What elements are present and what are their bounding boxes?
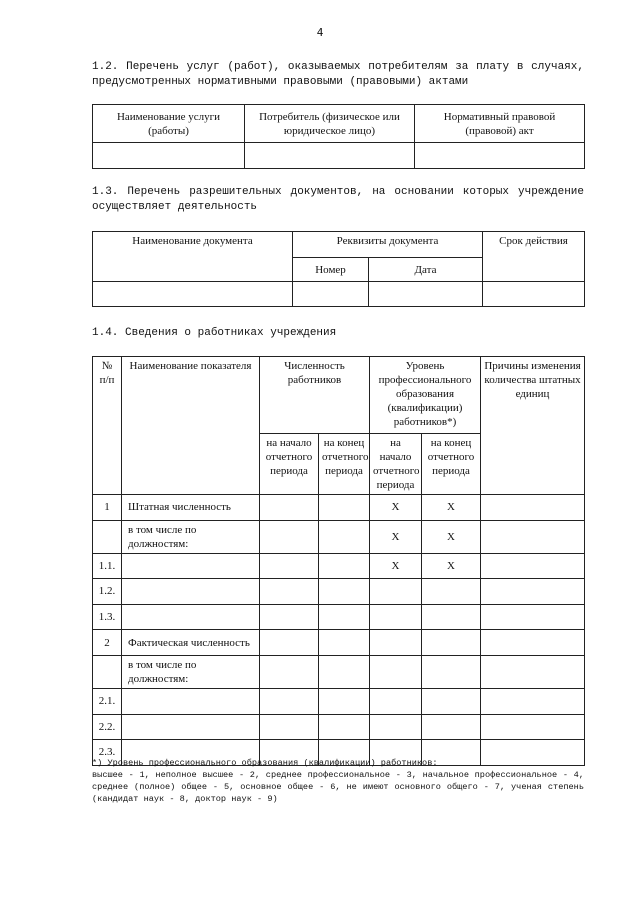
row-headcount-start [260, 553, 319, 579]
row-num: 2.3. [93, 740, 122, 766]
row-label [122, 604, 260, 630]
table-row [93, 604, 585, 630]
services-cell-consumer [245, 143, 415, 169]
footnote-line3: среднее (полное) общее - 5, основное общее - 6, не имеют основного общего - 7, ученая степень [92, 782, 584, 792]
permits-cell-number [293, 282, 369, 307]
row-education-start: X [370, 553, 422, 579]
row-reasons [481, 520, 585, 553]
row-num [93, 520, 122, 553]
row-education-start [370, 714, 422, 740]
row-num: 1 [93, 495, 122, 521]
permits-cell-doc [93, 282, 293, 307]
row-reasons [481, 655, 585, 688]
row-label: в том числе по должностям: [122, 520, 260, 553]
permits-header-date: Дата [369, 258, 483, 282]
row-education-end [422, 688, 481, 714]
row-education-end [422, 604, 481, 630]
row-num: 2.2. [93, 714, 122, 740]
row-num: 2 [93, 630, 122, 656]
section-1-3-title-line2: осуществляет деятельность [92, 201, 258, 213]
services-cell-name [93, 143, 245, 169]
row-education-end [422, 655, 481, 688]
row-headcount-start [260, 655, 319, 688]
row-headcount-start [260, 714, 319, 740]
row-label [122, 714, 260, 740]
permits-header-validity: Срок действия [483, 232, 585, 282]
row-headcount-end [319, 553, 370, 579]
permits-table [92, 231, 585, 307]
table-row [93, 655, 585, 688]
row-education-end: X [422, 520, 481, 553]
section-1-3-title-line1: 1.3. Перечень разрешительных документов, на основании которых учреждение [92, 186, 584, 198]
row-education-end: X [422, 553, 481, 579]
table-row [93, 630, 585, 656]
row-label: Фактическая численность [122, 630, 260, 656]
row-label: в том числе по должностям: [122, 655, 260, 688]
row-headcount-end [319, 579, 370, 605]
page-number: 4 [316, 26, 324, 39]
section-1-3-title [92, 185, 584, 215]
row-headcount-end [319, 655, 370, 688]
row-num: 1.2. [93, 579, 122, 605]
permits-cell-date [369, 282, 483, 307]
row-education-start [370, 655, 422, 688]
row-reasons [481, 579, 585, 605]
staff-header-indicator: Наименование показателя [122, 357, 260, 495]
table-row [93, 520, 585, 553]
section-1-2-title [92, 60, 584, 90]
row-education-end [422, 630, 481, 656]
staff-table [92, 356, 585, 766]
table-row [93, 553, 585, 579]
row-reasons [481, 630, 585, 656]
services-header-row [93, 105, 585, 143]
row-num: 1.3. [93, 604, 122, 630]
row-headcount-start [260, 604, 319, 630]
footnote-line4: (кандидат наук - 8, доктор наук - 9) [92, 794, 278, 804]
row-label [122, 579, 260, 605]
staff-header-reasons: Причины изменения количества штатных единиц [481, 357, 585, 495]
footnote [92, 757, 584, 805]
staff-header-headcount: Численность работников [260, 357, 370, 434]
staff-header-headcount-start: на начало отчетного периода [260, 434, 319, 495]
row-education-start [370, 579, 422, 605]
staff-table-body [93, 495, 585, 766]
section-1-2-title-line1: 1.2. Перечень услуг (работ), оказываемых потребителям за плату в случаях, [92, 61, 584, 73]
table-row [93, 579, 585, 605]
section-1-4-title: 1.4. Сведения о работниках учреждения [92, 327, 337, 339]
row-reasons [481, 688, 585, 714]
row-reasons [481, 604, 585, 630]
services-empty-row [93, 143, 585, 169]
permits-cell-validity [483, 282, 585, 307]
row-headcount-end [319, 495, 370, 521]
row-headcount-end [319, 714, 370, 740]
table-row [93, 714, 585, 740]
row-education-start: X [370, 495, 422, 521]
permits-empty-row [93, 282, 585, 307]
row-headcount-end [319, 520, 370, 553]
services-cell-act [415, 143, 585, 169]
row-label [122, 553, 260, 579]
row-headcount-end [319, 604, 370, 630]
row-education-start [370, 604, 422, 630]
row-headcount-start [260, 630, 319, 656]
row-education-end [422, 579, 481, 605]
services-header-name: Наименование услуги (работы) [93, 105, 245, 143]
row-num: 1.1. [93, 553, 122, 579]
row-headcount-end [319, 688, 370, 714]
staff-header-row [93, 357, 585, 434]
staff-header-num: № п/п [93, 357, 122, 495]
services-table [92, 104, 585, 169]
footnote-line1: *) Уровень профессионального образования (квалификации) работников: [92, 758, 438, 768]
row-headcount-start [260, 495, 319, 521]
footnote-line2: высшее - 1, неполное высшее - 2, среднее профессиональное - 3, начальное профессиональное - 4, [92, 770, 584, 780]
row-headcount-start [260, 579, 319, 605]
row-label [122, 688, 260, 714]
row-label: Штатная численность [122, 495, 260, 521]
row-headcount-start [260, 688, 319, 714]
permits-header-requisites: Реквизиты документа [293, 232, 483, 258]
row-num: 2.1. [93, 688, 122, 714]
staff-header-education-end: на конец отчетного периода [422, 434, 481, 495]
staff-header-education-start: на начало отчетного периода [370, 434, 422, 495]
row-education-end: X [422, 495, 481, 521]
permits-header-number: Номер [293, 258, 369, 282]
row-reasons [481, 714, 585, 740]
staff-header-education: Уровень профессионального образования (квалификации) работников*) [370, 357, 481, 434]
row-education-start: X [370, 520, 422, 553]
row-education-end [422, 714, 481, 740]
staff-header-headcount-end: на конец отчетного периода [319, 434, 370, 495]
row-reasons [481, 495, 585, 521]
row-education-start [370, 688, 422, 714]
services-header-act: Нормативный правовой (правовой) акт [415, 105, 585, 143]
table-row [93, 688, 585, 714]
row-headcount-start [260, 520, 319, 553]
services-header-consumer: Потребитель (физическое или юридическое лицо) [245, 105, 415, 143]
row-headcount-end [319, 630, 370, 656]
permits-header-row [93, 232, 585, 258]
table-row [93, 495, 585, 521]
row-education-start [370, 630, 422, 656]
row-num [93, 655, 122, 688]
section-1-2-title-line2: предусмотренных нормативными правовыми (правовыми) актами [92, 76, 469, 88]
row-reasons [481, 553, 585, 579]
permits-header-doc-name: Наименование документа [93, 232, 293, 282]
